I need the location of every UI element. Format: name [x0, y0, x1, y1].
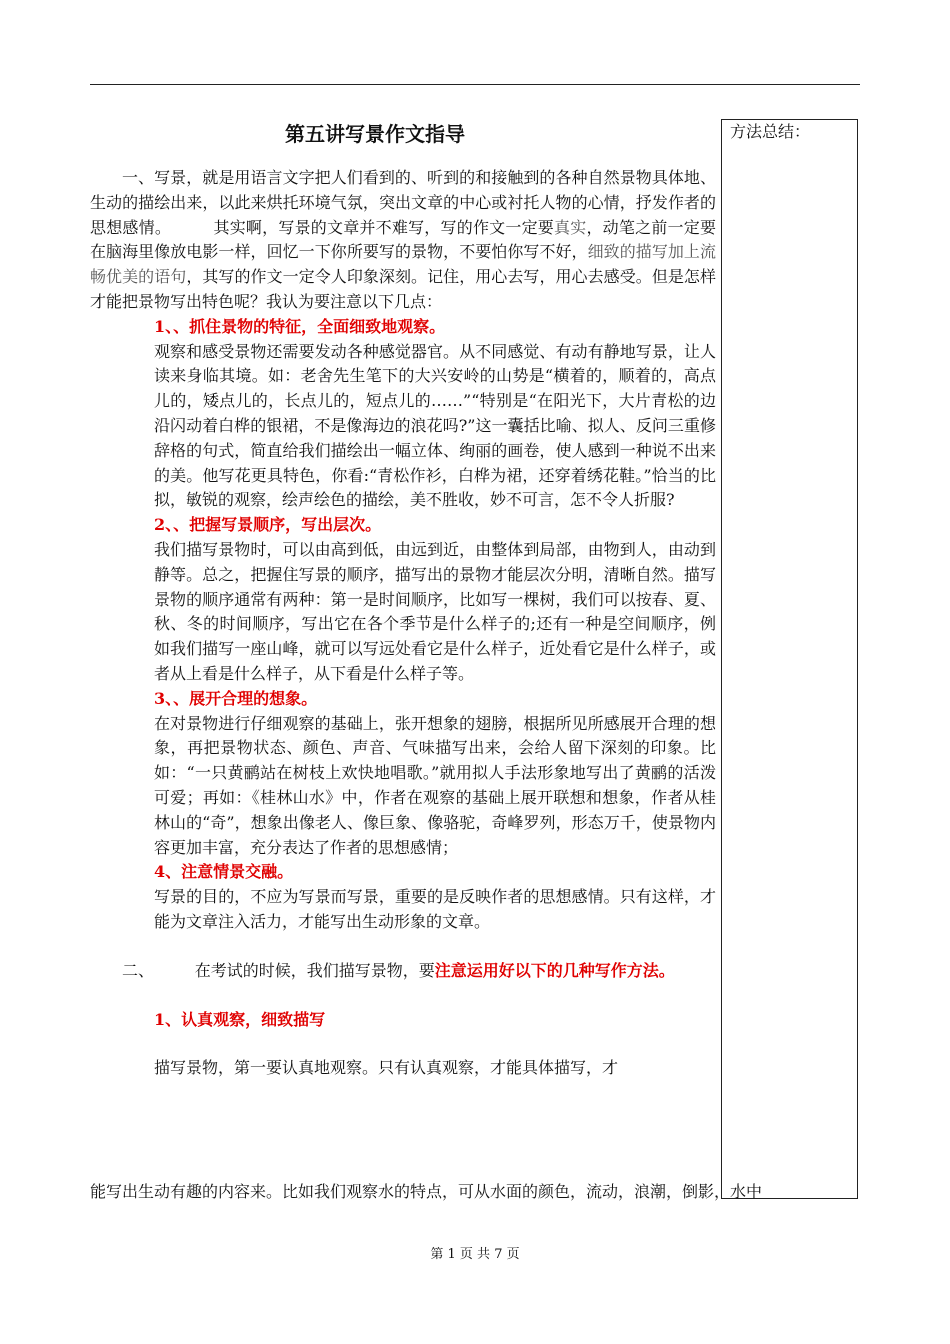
- section-2-paragraph: [90, 959, 716, 984]
- intro-paragraph: [90, 166, 716, 315]
- section-2-emphasis: 注意运用好以下的几种写作方法。: [434, 960, 675, 980]
- intro-text-4: ，其写的作文一定令人印象深刻。记住，用心去写，用心去感受。但是怎样才能把景物写出特色呢？我认为要注意以下几点：: [90, 267, 716, 311]
- intro-text-1: 一、写景，就是用语言文字把人们看到的、听到的和接触到的各种自然景物具体地、生动的描绘出来，以此来烘托环境气氛，突出文章的中心或衬托人物的心情，抒发作者的思想感情。: [90, 168, 716, 237]
- main-text: [90, 166, 716, 1081]
- point-2-heading: 2、、把握写景顺序，写出层次。: [154, 515, 382, 535]
- section-2-para-line-2: 能写出生动有趣的内容来。比如我们观察水的特点，可从水面的颜色，流动，浪潮，倒影，水中: [90, 1182, 763, 1201]
- method-summary-box: [721, 119, 858, 1199]
- point-4-heading: 4、注意情景交融。: [154, 862, 294, 882]
- intro-text-3: ，动笔之前一定要在脑海里像放电影一样，回忆一下你所要写的景物，不要怕你写不好，: [90, 217, 716, 262]
- method-summary-label: 方法总结：: [730, 122, 811, 141]
- intro-highlight-1: 真实: [554, 217, 587, 237]
- section-2-prefix: 二、: [122, 960, 155, 980]
- spacer: [90, 935, 716, 959]
- spacer: [90, 1032, 716, 1056]
- section-2-subheading: 1、认真观察，细致描写: [154, 1009, 326, 1029]
- point-1-heading: 1、、抓住景物的特征，全面细致地观察。: [154, 316, 446, 336]
- section-2-text: 在考试的时候，我们描写景物，要: [194, 960, 435, 980]
- point-1-text: 观察和感受景物还需要发动各种感觉器官。从不同感觉、有动有静地写景，让人读来身临其境。如：老舍先生笔下的大兴安岭的山势是“横着的，顺着的，高点儿的，矮点儿的，长点儿的，短点儿的……”“特别是“在阳光下，大片青松的边沿闪动着白桦的银裙，不是像海边的浪花吗?”这一囊括比喻、拟人、反问三重修辞格的句式，简直给我们描绘出一幅立体、绚丽的画卷，使人感到一种说不出来的美。他写花更具特色，你看:“青松作衫，白桦为裙，还穿着绣花鞋。”恰当的比拟，敏锐的观察，绘声绘色的描绘，美不胜收，妙不可言，怎不令人折服?: [154, 341, 716, 510]
- page-footer: 第 1 页 共 7 页: [430, 1247, 520, 1262]
- page-title: 第五讲写景作文指导: [285, 122, 465, 146]
- point-4-text: 写景的目的，不应为写景而写景，重要的是反映作者的思想感情。只有这样，才能为文章注入活力，才能写出生动形象的文章。: [154, 887, 716, 931]
- point-2-text: 我们描写景物时，可以由高到低，由远到近，由整体到局部，由物到人，由动到静等。总之，把握住写景的顺序，描写出的景物才能层次分明，清晰自然。描写景物的顺序通常有两种：第一是时间顺序，比如写一棵树，我们可以按春、夏、秋、冬的时间顺序，写出它在各个季节是什么样子的;还有一种是空间顺序，例如我们描写一座山峰，就可以写远处看它是什么样子，近处看它是什么样子，或者从上看是什么样子，从下看是什么样子等。: [154, 539, 716, 683]
- intro-text-2: 其实啊，写景的文章并不难写，写的作文一定要: [213, 217, 555, 237]
- point-3-heading: 3、、展开合理的想象。: [154, 688, 318, 708]
- section-2-para-line-1: 描写景物，第一要认真地观察。只有认真观察，才能具体描写，才: [154, 1058, 619, 1078]
- intro-spacer: [171, 218, 213, 237]
- intro-highlight-2: 细致的描写加上流畅优美的语句: [90, 242, 716, 287]
- top-rule: [90, 84, 860, 85]
- section-2-gap: [154, 961, 195, 980]
- point-3-text: 在对景物进行仔细观察的基础上，张开想象的翅膀，根据所见所感展开合理的想象，再把景物状态、颜色、声音、气味描写出来，会给人留下深刻的印象。比如：“一只黄鹂站在树枝上欢快地唱歌。”就用拟人手法形象地写出了黄鹂的活泼可爱；再如：《桂林山水》中，作者在观察的基础上展开联想和想象，作者从桂林山的“奇”，想象出像老人、像巨象、像骆驼，奇峰罗列，形态万千，使景物内容更加丰富，充分表达了作者的思想感情；: [154, 713, 716, 857]
- full-width-text: [90, 1180, 860, 1205]
- spacer: [90, 984, 716, 1008]
